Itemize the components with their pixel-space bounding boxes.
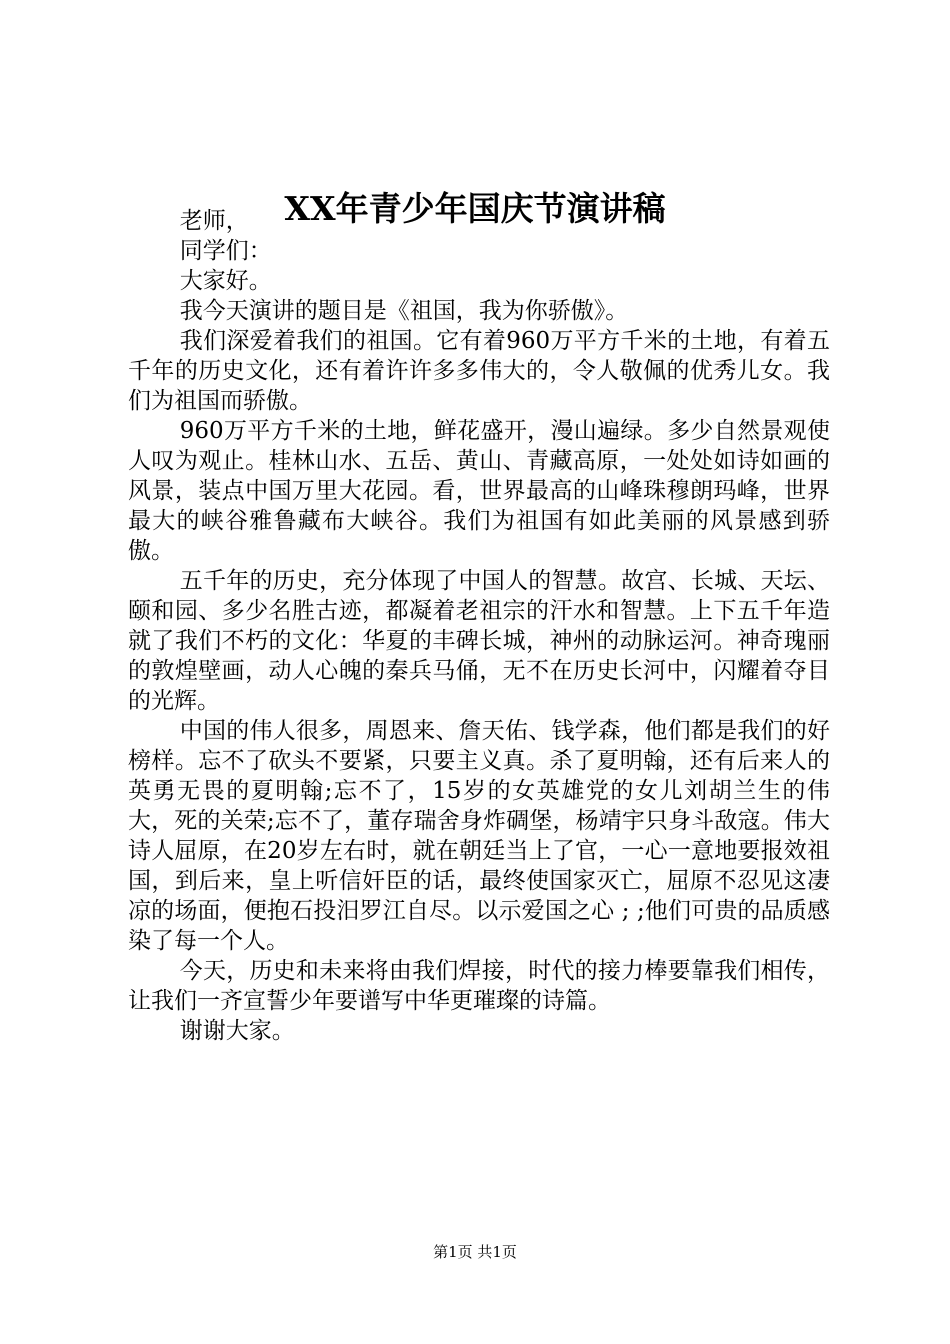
greeting: 大家好。 [179,268,272,294]
paragraph-motherland: 我们深爱着我们的祖国。它有着960万平方千米的土地，有着五千年的历史文化，还有着许许多多伟大的，令人敬佩的优秀儿女。我们为祖国而骄傲。 [128,328,830,414]
paragraph-history: 五千年的历史，充分体现了中国人的智慧。故宫、长城、天坛、颐和园、多少名胜古迹，都凝着老祖宗的汗水和智慧。上下五千年造就了我们不朽的文化：华夏的丰碑长城，神州的动脉运河。神奇瑰丽的敦煌壁画，动人心魄的秦兵马俑，无不在历史长河中，闪耀着夺目的光辉。 [128,568,830,714]
document-body [128,206,830,1046]
document-title: XX年青少年国庆节演讲稿 [284,189,666,228]
page-number-footer: 第1页 共1页 [433,1243,517,1261]
paragraph-future: 今天，历史和未来将由我们焊接，时代的接力棒要靠我们相传，让我们一齐宣誓少年要谱写中华更璀璨的诗篇。 [128,958,830,1014]
salutation-students: 同学们： [179,238,272,264]
closing-thanks: 谢谢大家。 [179,1018,295,1044]
salutation-teachers: 老师， [179,208,249,234]
paragraph-heroes: 中国的伟人很多，周恩来、詹天佑、钱学森，他们都是我们的好榜样。忘不了砍头不要紧，只要主义真。杀了夏明翰，还有后来人的英勇无畏的夏明翰;忘不了，15岁的女英雄党的女儿刘胡兰生的伟大，死的关荣;忘不了，董存瑞舍身炸碉堡，杨靖宇只身斗敌寇。伟大诗人屈原，在20岁左右时，就在朝廷当上了官，一心一意地要报效祖国，到后来，皇上听信奸臣的话，最终使国家灭亡，屈原不忍见这凄凉的场面，便抱石投汨罗江自尽。以示爱国之心 ; ;他们可贵的品质感染了每一个人。 [128,718,830,954]
speech-topic: 我今天演讲的题目是《祖国，我为你骄傲》。 [179,298,629,324]
paragraph-landscape: 960万平方千米的土地，鲜花盛开，漫山遍绿。多少自然景观使人叹为观止。桂林山水、五岳、黄山、青藏高原，一处处如诗如画的风景，装点中国万里大花园。看，世界最高的山峰珠穆朗玛峰，世界最大的峡谷雅鲁藏布大峡谷。我们为祖国有如此美丽的风景感到骄傲。 [128,418,830,564]
